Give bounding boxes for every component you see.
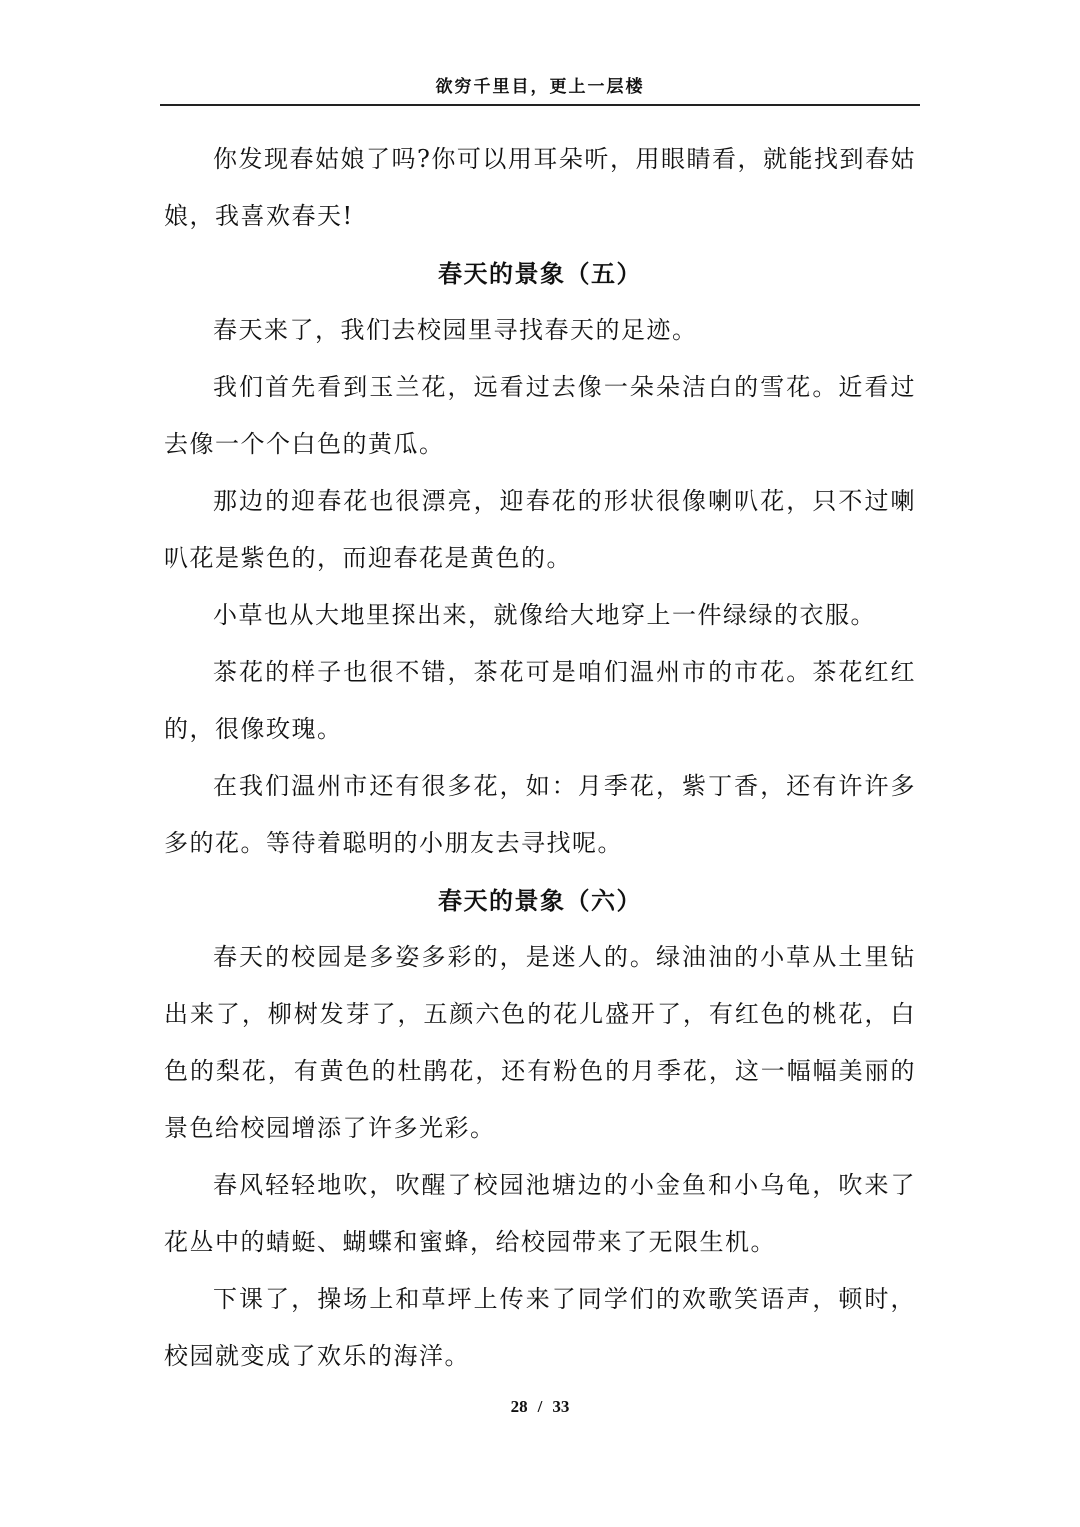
page-header: [160, 74, 920, 106]
header-text: 欲穷千里目，更上一层楼: [435, 77, 645, 97]
section-heading-5: 春天的景象（五）: [438, 259, 642, 288]
total-pages: 33: [552, 1397, 570, 1416]
paragraph: 小草也从大地里探出来，就像给大地穿上一件绿绿的衣服。: [213, 601, 876, 629]
paragraph: 春天的校园是多姿多彩的，是迷人的。绿油油的小草从土里钻出来了，柳树发芽了，五颜六色的花儿盛开了，有红色的桃花，白色的梨花，有黄色的杜鹃花，还有粉色的月季花，这一幅幅美丽的景色给校园增添了许多光彩。: [164, 943, 916, 1142]
paragraph: 那边的迎春花也很漂亮，迎春花的形状很像喇叭花，只不过喇叭花是紫色的，而迎春花是黄色的。: [164, 487, 916, 572]
paragraph: 茶花的样子也很不错，茶花可是咱们温州市的市花。茶花红红的，很像玫瑰。: [164, 658, 916, 743]
section-heading-6: 春天的景象（六）: [438, 886, 642, 915]
paragraph: 我们首先看到玉兰花，远看过去像一朵朵洁白的雪花。近看过去像一个个白色的黄瓜。: [164, 373, 916, 458]
intro-paragraph: 你发现春姑娘了吗?你可以用耳朵听，用眼睛看，就能找到春姑娘，我喜欢春天!: [164, 145, 916, 230]
paragraph: 在我们温州市还有很多花，如：月季花，紫丁香，还有许许多多的花。等待着聪明的小朋友去寻找呢。: [164, 772, 916, 857]
page-number: [0, 1394, 1080, 1420]
page-separator: /: [537, 1397, 543, 1416]
paragraph: 下课了，操场上和草坪上传来了同学们的欢歌笑语声，顿时，校园就变成了欢乐的海洋。: [164, 1285, 916, 1370]
paragraph: 春风轻轻地吹，吹醒了校园池塘边的小金鱼和小乌龟，吹来了花丛中的蜻蜓、蝴蝶和蜜蜂，给校园带来了无限生机。: [164, 1171, 916, 1256]
document-body: [164, 131, 916, 1385]
current-page: 28: [510, 1397, 528, 1416]
paragraph: 春天来了，我们去校园里寻找春天的足迹。: [213, 316, 698, 344]
